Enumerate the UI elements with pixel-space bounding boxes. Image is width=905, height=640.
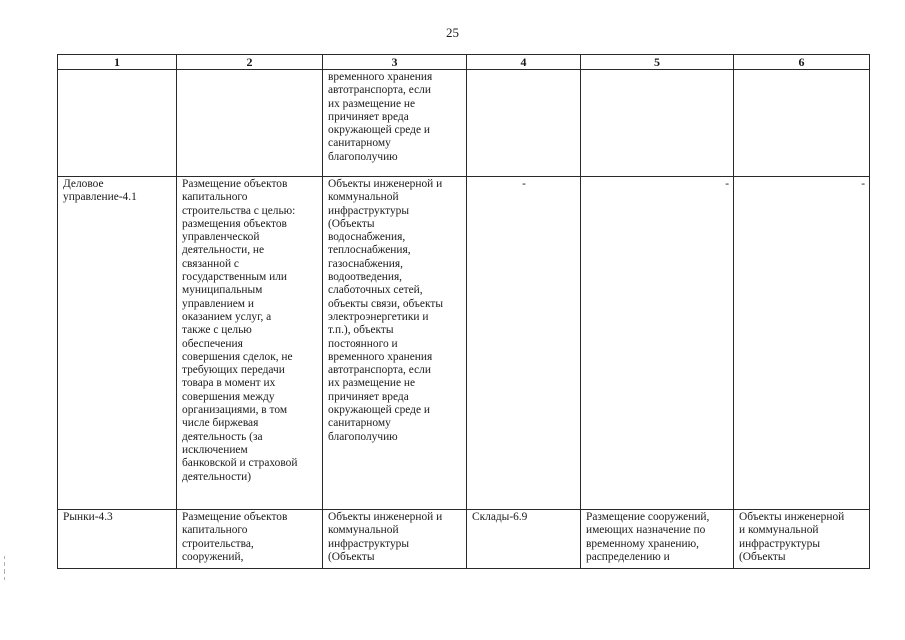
cell-land-use-description: Размещение объектов капитального строительства с целью: размещения объектов управленческой деятельности, не связанной с государственным или муниципальным управлением и оказанием услуг, а также с целью обеспечения совершения сделок, не требующих передачи товара в момент их совершения между организациями, в том числе биржевая деятельность (за исключением банковской и страховой деятельности) — [177, 177, 323, 510]
header-col-6: 6 — [734, 55, 870, 70]
header-col-1: 1 — [58, 55, 177, 70]
cell-conditional-use-description: - — [581, 177, 734, 510]
scan-artifact-icon — [3, 556, 7, 586]
cell-land-use-description — [177, 70, 323, 177]
cell-conditional-use-type — [467, 70, 581, 177]
cell-conditional-objects — [734, 70, 870, 177]
cell-conditional-objects: - — [734, 177, 870, 510]
cell-land-use-type: Рынки-4.3 — [58, 510, 177, 569]
header-col-3: 3 — [323, 55, 467, 70]
header-col-2: 2 — [177, 55, 323, 70]
table-row — [58, 510, 870, 569]
table-row — [58, 177, 870, 510]
cell-land-use-description: Размещение объектов капитального строительства, сооружений, — [177, 510, 323, 569]
cell-permitted-objects: временного хранения автотранспорта, если их размещение не причиняет вреда окружающей среде и санитарному благополучию — [323, 70, 467, 177]
page-number: 25 — [446, 25, 459, 40]
header-col-4: 4 — [467, 55, 581, 70]
cell-conditional-use-description: Размещение сооружений, имеющих назначение по временному хранению, распределению и — [581, 510, 734, 569]
table-header-row — [58, 55, 870, 70]
cell-land-use-type — [58, 70, 177, 177]
cell-conditional-use-description — [581, 70, 734, 177]
cell-conditional-use-type: Склады-6.9 — [467, 510, 581, 569]
cell-conditional-use-type: - — [467, 177, 581, 510]
table-row — [58, 70, 870, 177]
cell-conditional-objects: Объекты инженерной и коммунальной инфраструктуры (Объекты — [734, 510, 870, 569]
cell-permitted-objects: Объекты инженерной и коммунальной инфраструктуры (Объекты водоснабжения, теплоснабжения, газоснабжения, водоотведения, слаботочных сетей, объекты связи, объекты электроэнергетики и т.п.), объекты постоянного и временного хранения автотранспорта, если их размещение не причиняет вреда окружающей среде и санитарному благополучию — [323, 177, 467, 510]
cell-land-use-type: Деловое управление-4.1 — [58, 177, 177, 510]
scan-margin-mark — [3, 556, 7, 586]
cell-permitted-objects: Объекты инженерной и коммунальной инфраструктуры (Объекты — [323, 510, 467, 569]
zoning-table — [57, 54, 870, 569]
header-col-5: 5 — [581, 55, 734, 70]
